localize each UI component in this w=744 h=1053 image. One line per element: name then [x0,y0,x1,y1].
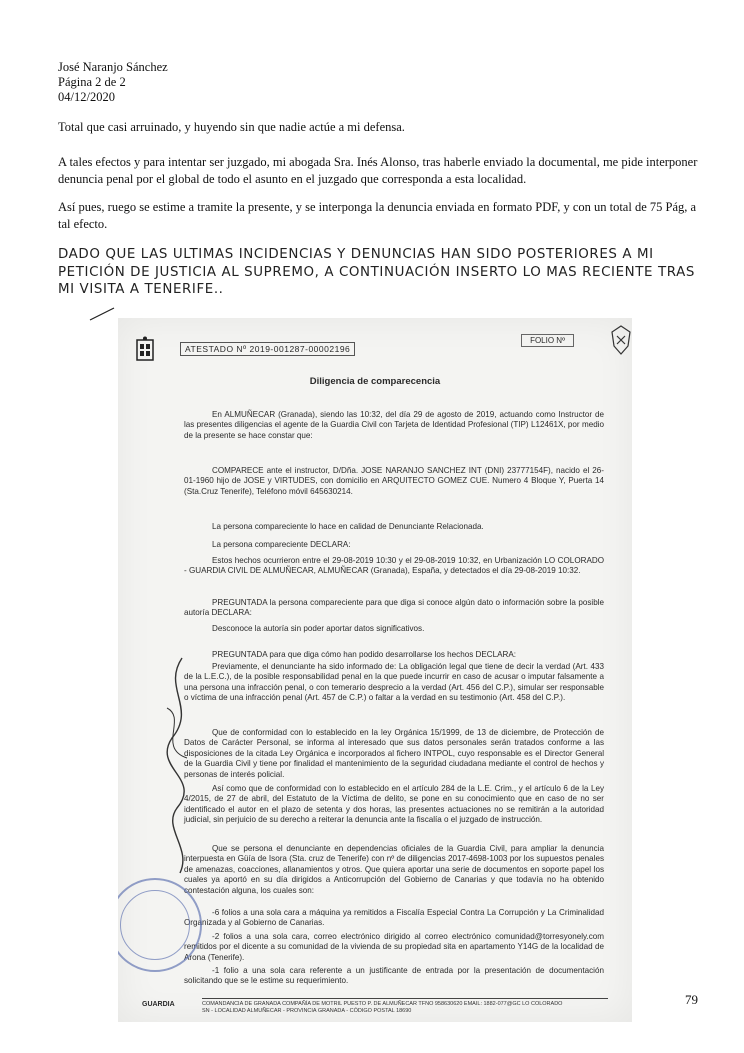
scan-para-1: En ALMUÑECAR (Granada), siendo las 10:32, del día 29 de agosto de 2019, actuando como Instructor de las presentes diligencias el agente de la Guardia Civil con Tarjeta de Identidad Profesional (TIP) L12461X, por medio de la presente se hace constar que: [184,410,604,440]
scan-footer [202,998,608,1015]
letter-header [58,60,168,105]
scan-para-12: Que se persona el denunciante en dependencias oficiales de la Guardia Civil, para ampliar la denuncia interpuesta en Güía de Isora (Sta. cruz de Tenerife) con nº de diligencias 2017-4698-1003 por los supuestos penales de amenazas, coacciones, allanamientos y otros. Que quiera aportar una serie de documentos en soporte papel los cuales ya aportó en su día dirigidos a Anticorrupción del Gobierno de Canarias y que todavía no ha obtenido contestación alguna, los cuales son: [184,844,604,895]
scan-para-5: Estos hechos ocurrieron entre el 29-08-2019 10:30 y el 29-08-2019 10:32, en Urbanización LO COLORADO - GUARDIA CIVIL DE ALMUÑECAR, ALMUÑECAR (Granada), España, y detectados el día 29-08-2019 10:32. [184,556,604,576]
scan-para-15: -1 folio a una sola cara referente a un justificante de entrada por la presentación de documentación solicitando que se le estime su requerimiento. [184,966,604,986]
scan-para-10: Que de conformidad con lo establecido en la ley Orgánica 15/1999, de 13 de diciembre, de Protección de Datos de Carácter Personal, se informa al interesado que sus datos personales serán tratados conforme a las disposiciones de la citada Ley Orgánica e incorporados al fichero INTPOL, cuyo responsable es el Director General de la Guardia Civil y tiene por finalidad el mantenimiento de la seguridad ciudadana mediante el control de hechos y personas de interés policial. [184,728,604,779]
page-indicator: Página 2 de 2 [58,75,126,89]
page-number: 79 [685,992,698,1007]
folio-box: FOLIO Nº [521,334,574,347]
scan-para-2: COMPARECE ante el instructor, D/Dña. JOSE NARANJO SANCHEZ INT (DNI) 23777154F), nacido el 26-01-1960 hijo de JOSE y VIRTUDES, con domicilio en ARQUITECTO GOMEZ CUE. Numero 4 Bloque Y, Puerta 14 (Sta.Cruz Tenerife), Teléfono móvil 645630214. [184,466,604,496]
paragraph-3: Así pues, ruego se estime a tramite la presente, y se interponga la denuncia enviada en formato PDF, y con un total de 75 Pág, a tal efecto. [58,200,697,231]
scan-para-14: -2 folios a una sola cara, correo electrónico dirigido al correo electrónico comunidad@torresyonely.com remitidos por el dicente a su comunidad de la vivienda de su propiedad sita en apartamento Y14G de la localidad de Arona (Tenerife). [184,932,604,962]
scan-para-13: -6 folios a una sola cara a máquina ya remitidos a Fiscalía Especial Contra La Corrupción y La Criminalidad Organizada y al Gobierno de Canarias. [184,908,604,928]
footer-line-2: SN - LOCALIDAD ALMUÑECAR - PROVINCIA GRANADA - CÓDIGO POSTAL 18690 [202,1008,412,1014]
paragraph-2: A tales efectos y para intentar ser juzgado, mi abogada Sra. Inés Alonso, tras haberle enviado la documental, me pide interponer denuncia penal por el global de todo el asunto en el juzgado que corresponda a esta localidad. [58,155,698,186]
guardia-civil-emblem-icon [608,324,632,356]
pen-mark [88,304,118,324]
scanned-document [118,318,632,1022]
paragraph-1: Total que casi arruinado, y huyendo sin que nadie actúe a mi defensa. [58,120,405,134]
signature-scribble [142,648,212,878]
scan-para-9: Previamente, el denunciante ha sido informado de: La obligación legal que tiene de decir la verdad (Art. 433 de la L.E.C.), de la posible responsabilidad penal en la que puede incurrir en caso de acusar o imputar falsamente a una persona una infracción penal, o con temerario desprecio a la verdad (Art. 456 del C.P.), simular ser responsable o víctima de una infracción penal (Art. 457 de C.P.) o faltar a la verdad en su testimonio (Art. 458 del C.P.). [184,662,604,703]
scan-para-8: PREGUNTADA para que diga cómo han podido desarrollarse los hechos DECLARA: [212,650,516,659]
scan-para-3: La persona compareciente lo hace en calidad de Denunciante Relacionada. [212,522,484,531]
scan-para-6: PREGUNTADA la persona compareciente para que diga si conoce algún dato o información sobre la posible autoría DECLARA: [184,598,604,618]
guardia-label: GUARDIA [142,1001,175,1008]
document-title: Diligencia de comparecencia [309,376,441,387]
scan-para-7: Desconoce la autoría sin poder aportar datos significativos. [212,624,425,633]
letter-date: 04/12/2020 [58,90,115,104]
footer-line-1: COMANDANCIA DE GRANADA COMPAÑÍA DE MOTRIL PUESTO P. DE ALMUÑECAR TFNO 958630620 EMAIL: 1882-077@GC LO COLORADO [202,1001,563,1007]
caps-statement: DADO QUE LAS ULTIMAS INCIDENCIAS Y DENUNCIAS HAN SIDO POSTERIORES A MI PETICIÓN DE JUSTICIA AL SUPREMO, A CONTINUACIÓN INSERTO LO MAS RECIENTE TRAS MI VISITA A TENERIFE.. [58,247,695,297]
atestado-number: ATESTADO Nº 2019-001287-00002196 [180,342,355,356]
author-name: José Naranjo Sánchez [58,60,168,74]
scan-para-11: Así como que de conformidad con lo establecido en el artículo 284 de la L.E. Crim., y el artículo 6 de la Ley 4/2015, de 27 de abril, del Estatuto de la Víctima de delito, se pone en su conocimiento que en caso de no ser identificado el autor en el plazo de setenta y dos horas, las presentes actuaciones no se remitirán a la autoridad judicial, sin perjuicio de su derecho a reiterar la denuncia ante la fiscalía o el juzgado de instrucción. [184,784,604,825]
scan-para-4: La persona compareciente DECLARA: [212,540,351,549]
spain-coat-of-arms-icon [134,336,156,366]
